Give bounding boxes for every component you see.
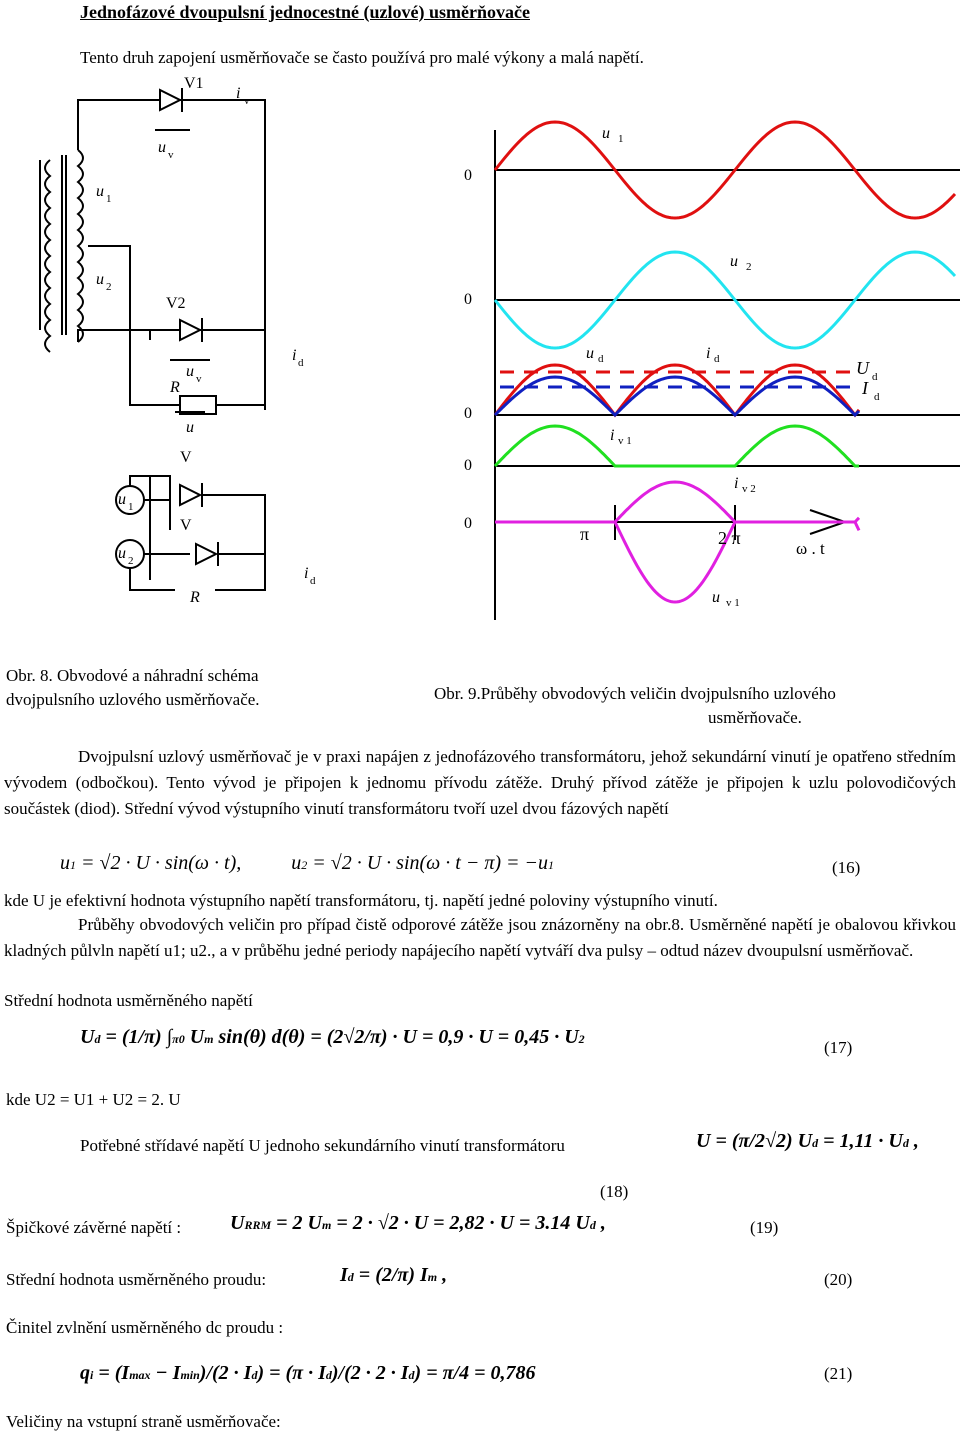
id-label: i bbox=[292, 347, 297, 364]
circuit-schematic bbox=[0, 60, 420, 620]
uv2-label: u bbox=[186, 363, 194, 380]
u1b-sub: 1 bbox=[128, 501, 134, 513]
paragraph-8: Činitel zvlnění usměrněného dc proudu : bbox=[6, 1318, 284, 1337]
u2b-sub: 2 bbox=[128, 555, 134, 567]
paragraph-7: Střední hodnota usměrněného proudu: bbox=[6, 1270, 267, 1289]
page-title: Jednofázové dvoupulsní jednocestné (uzlové) usměrňovače bbox=[80, 2, 530, 22]
eq18-number: (18) bbox=[600, 1182, 629, 1201]
id-wave-sub: d bbox=[714, 353, 720, 365]
eq17-number: (17) bbox=[824, 1038, 853, 1057]
paragraph-3: Průběhy obvodových veličin pro případ čistě odporové zátěže jsou znázorněny na obr.8. Usměrněné napětí je obalovou křivkou kladných půlvln napětí u1; u2., a v průběhu jedné periody napájecího napětí vytváří dva pulsy – odtud název dvoupulsní usměrňovač. bbox=[4, 915, 956, 960]
iv-label: i bbox=[236, 85, 241, 102]
vb-label: V bbox=[180, 517, 192, 534]
id2-sub: d bbox=[310, 575, 316, 587]
equation-19: URRM = 2 Um = 2 · √2 · U = 2,82 · U = 3.14 Ud , bbox=[230, 1212, 606, 1234]
id-sub: d bbox=[298, 357, 304, 369]
u1-sub: 1 bbox=[106, 193, 112, 205]
pi-label: π bbox=[580, 524, 590, 544]
zero-4: 0 bbox=[464, 457, 472, 474]
eq19-number: (19) bbox=[750, 1218, 779, 1237]
iv2-wave-sub: v 2 bbox=[742, 483, 756, 495]
uv1-wave-label: u bbox=[712, 589, 720, 606]
fig8-caption: Obr. 8. Obvodové a náhradní schéma dvojpulsního uzlového usměrňovače. bbox=[6, 666, 260, 709]
u1-label: u bbox=[96, 183, 104, 200]
u2-label: u bbox=[96, 271, 104, 288]
fig9-caption: Obr. 9.Průběhy obvodových veličin dvojpulsního uzlového usměrňovače. bbox=[434, 684, 836, 727]
twopi-label: 2 π bbox=[718, 528, 741, 548]
u1-wave-sub: 1 bbox=[618, 133, 624, 145]
iv1-wave-label: i bbox=[610, 427, 615, 444]
id-wave-label: i bbox=[706, 345, 711, 362]
zero-1: 0 bbox=[464, 167, 472, 184]
uv-sub: v bbox=[168, 149, 174, 161]
Ud-label: U bbox=[856, 358, 869, 378]
Id-label: I bbox=[862, 378, 868, 398]
r2-label: R bbox=[190, 589, 200, 606]
intro-text: Tento druh zapojení usměrňovače se často používá pro malé výkony a malá napětí. bbox=[80, 48, 644, 67]
uv2-sub: v bbox=[196, 373, 202, 385]
eq20-number: (20) bbox=[824, 1270, 853, 1289]
paragraph-6: Špičkové závěrné napětí : bbox=[6, 1218, 182, 1237]
zero-5: 0 bbox=[464, 515, 472, 532]
zero-3: 0 bbox=[464, 405, 472, 422]
paragraph-2: kde U je efektivní hodnota výstupního napětí transformátoru, tj. napětí jedné poloviny výstupního vinutí. bbox=[4, 891, 718, 910]
u2-wave-label: u bbox=[730, 253, 738, 270]
eq16-number: (16) bbox=[832, 858, 861, 877]
u1b-label: u bbox=[118, 491, 126, 508]
Id-sub: d bbox=[874, 391, 880, 403]
u2-wave-sub: 2 bbox=[746, 261, 752, 273]
uv-label: u bbox=[158, 139, 166, 156]
omega-t-label: ω . t bbox=[796, 539, 825, 558]
paragraph-4: Střední hodnota usměrněného napětí bbox=[4, 991, 253, 1010]
kde-u2: kde U2 = U1 + U2 = 2. U bbox=[6, 1090, 181, 1109]
iv1-wave-sub: v 1 bbox=[618, 435, 632, 447]
paragraph-9: Veličiny na vstupní straně usměrňovače: bbox=[6, 1412, 281, 1431]
equation-20: Id = (2/π) Im , bbox=[340, 1264, 448, 1286]
id2-label: i bbox=[304, 565, 309, 582]
u2b-label: u bbox=[118, 545, 126, 562]
ud-wave-label: u bbox=[586, 345, 594, 362]
Ud-sub: d bbox=[872, 371, 878, 383]
iv-sub: v bbox=[244, 95, 250, 107]
r-label: R bbox=[170, 379, 180, 396]
eq21-number: (21) bbox=[824, 1364, 853, 1383]
v2-label: V2 bbox=[166, 295, 186, 312]
ud-wave-sub: d bbox=[598, 353, 604, 365]
uv1-wave-sub: v 1 bbox=[726, 597, 740, 609]
paragraph-1: Dvojpulsní uzlový usměrňovač je v praxi napájen z jednofázového transformátoru, jehož sekundární vinutí je opatřeno středním vývodem (odbočkou). Tento vývod je připojen k jednomu přívodu zátěže. Druhý přívod zátěže je připojen k uzlu polovodičových součástek (diod). Střední vývod výstupního vinutí transformátoru tvoří uzel dvou fázových napětí bbox=[4, 747, 956, 818]
zero-2: 0 bbox=[464, 291, 472, 308]
v1-label: V1 bbox=[184, 75, 204, 92]
paragraph-5: Potřebné střídavé napětí U jednoho sekundárního vinutí transformátoru bbox=[80, 1136, 565, 1155]
equation-16: u1 = √2 · U · sin(ω · t), u2 = √2 · U · sin(ω · t − π) = −u1 bbox=[60, 852, 555, 874]
equation-21: qi = (Imax − Imin)/(2 · Id) = (π · Id)/(2 · 2 · Id) = π/4 = 0,786 bbox=[80, 1362, 536, 1384]
v-label: V bbox=[180, 449, 192, 466]
equation-17: Ud = (1/π) ∫π0 Um sin(θ) d(θ) = (2√2/π) · U = 0,9 · U = 0,45 · U2 bbox=[80, 1026, 585, 1048]
equation-18: U = (π/2√2) Ud = 1,11 · Ud , bbox=[696, 1130, 919, 1152]
waveforms-diagram bbox=[440, 110, 960, 620]
u-label: u bbox=[186, 419, 194, 436]
u2-sub: 2 bbox=[106, 281, 112, 293]
u1-wave-label: u bbox=[602, 125, 610, 142]
iv2-wave-label: i bbox=[734, 475, 739, 492]
